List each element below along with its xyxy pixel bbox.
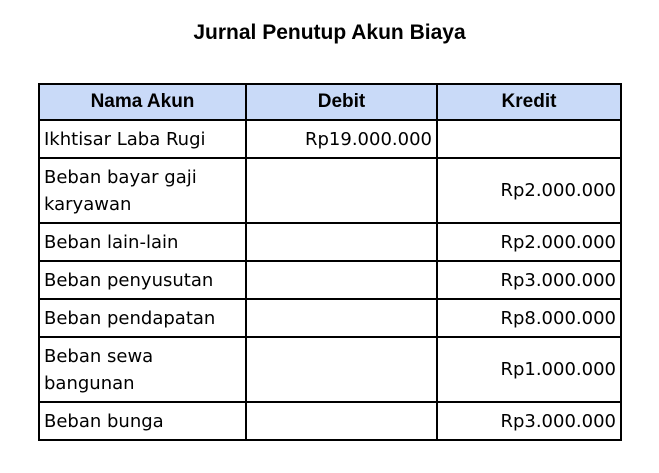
table-row (39, 261, 621, 299)
credit-cell: Rp3.000.000 (437, 402, 621, 440)
credit-cell: Rp1.000.000 (437, 337, 621, 402)
table-row (39, 158, 621, 223)
debit-cell: Rp19.000.000 (246, 120, 437, 158)
table-row (39, 299, 621, 337)
column-header-account-name: Nama Akun (39, 84, 246, 120)
page-title: Jurnal Penutup Akun Biaya (193, 21, 466, 44)
debit-cell (246, 261, 437, 299)
table-row (39, 120, 621, 158)
debit-cell (246, 223, 437, 261)
table-row (39, 337, 621, 402)
debit-cell (246, 299, 437, 337)
credit-cell: Rp2.000.000 (437, 158, 621, 223)
table-row (39, 223, 621, 261)
debit-cell (246, 337, 437, 402)
column-header-credit: Kredit (437, 84, 621, 120)
account-name-cell: Beban bayar gaji karyawan (39, 158, 246, 223)
debit-cell (246, 402, 437, 440)
closing-journal-table (38, 83, 622, 441)
account-name-cell: Beban penyusutan (39, 261, 246, 299)
column-header-debit: Debit (246, 84, 437, 120)
credit-cell: Rp3.000.000 (437, 261, 621, 299)
credit-cell (437, 120, 621, 158)
table-row (39, 402, 621, 440)
account-name-cell: Beban bunga (39, 402, 246, 440)
account-name-cell: Beban sewa bangunan (39, 337, 246, 402)
account-name-cell: Beban pendapatan (39, 299, 246, 337)
credit-cell: Rp2.000.000 (437, 223, 621, 261)
debit-cell (246, 158, 437, 223)
account-name-cell: Beban lain-lain (39, 223, 246, 261)
account-name-cell: Ikhtisar Laba Rugi (39, 120, 246, 158)
table-header-row (39, 84, 621, 120)
credit-cell: Rp8.000.000 (437, 299, 621, 337)
